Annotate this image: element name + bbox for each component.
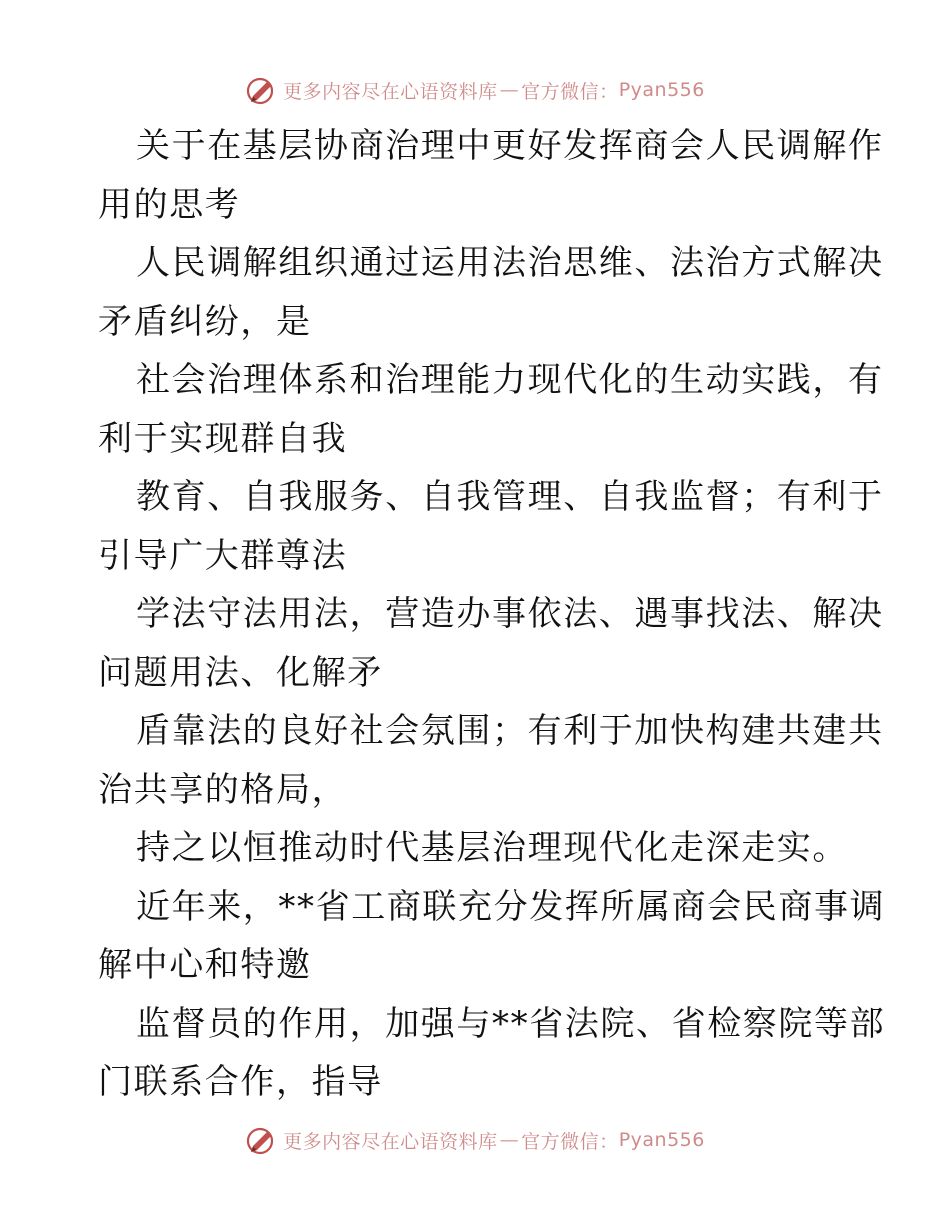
watermark-text: 更多内容尽在心语资料库 xyxy=(283,80,498,103)
paragraph-line: 门联系合作，指导 xyxy=(98,1062,383,1102)
pen-logo-icon xyxy=(245,1124,277,1156)
paragraph-line: 人民调解组织通过运用法治思维、法治方式解决 xyxy=(136,243,884,283)
watermark-separator: — xyxy=(499,1129,520,1151)
paragraph-line: 监督员的作用，加强与**省法院、省检察院等部 xyxy=(136,1003,886,1044)
paragraph-line: 利于实现群自我 xyxy=(98,418,348,459)
watermark-text: 更多内容尽在心语资料库 xyxy=(283,1130,498,1153)
paragraph-line: 近年来，**省工商联充分发挥所属商会民商事调 xyxy=(136,886,886,927)
watermark-account: Pyan556 xyxy=(618,1129,705,1151)
document-body xyxy=(98,117,886,1112)
header-watermark xyxy=(0,70,950,110)
watermark-separator: — xyxy=(499,79,520,101)
paragraph-line: 矛盾纠纷，是 xyxy=(98,301,312,342)
footer-watermark xyxy=(0,1120,950,1160)
paragraph-line: 学法守法用法，营造办事依法、遇事找法、解决 xyxy=(136,594,884,634)
paragraph-line: 持之以恒推动时代基层治理现代化走深走实。 xyxy=(136,828,848,868)
title-line-1: 关于在基层协商治理中更好发挥商会人民调解作 xyxy=(136,126,884,166)
paragraph-line: 解中心和特邀 xyxy=(98,945,312,985)
paragraph-line: 问题用法、化解矛 xyxy=(98,652,383,693)
watermark-account: Pyan556 xyxy=(618,79,705,101)
watermark-official-label: 官方微信： xyxy=(521,1130,619,1153)
paragraph-line: 教育、自我服务、自我管理、自我监督；有利于 xyxy=(136,477,884,517)
paragraph-line: 引导广大群尊法 xyxy=(98,535,348,576)
paragraph-line: 治共享的格局， xyxy=(98,769,348,810)
pen-logo-icon xyxy=(245,74,277,106)
title-line-2: 用的思考 xyxy=(98,184,241,225)
watermark-official-label: 官方微信： xyxy=(521,80,619,103)
paragraph-line: 盾靠法的良好社会氛围；有利于加快构建共建共 xyxy=(136,711,884,751)
paragraph-line: 社会治理体系和治理能力现代化的生动实践，有 xyxy=(136,360,884,400)
